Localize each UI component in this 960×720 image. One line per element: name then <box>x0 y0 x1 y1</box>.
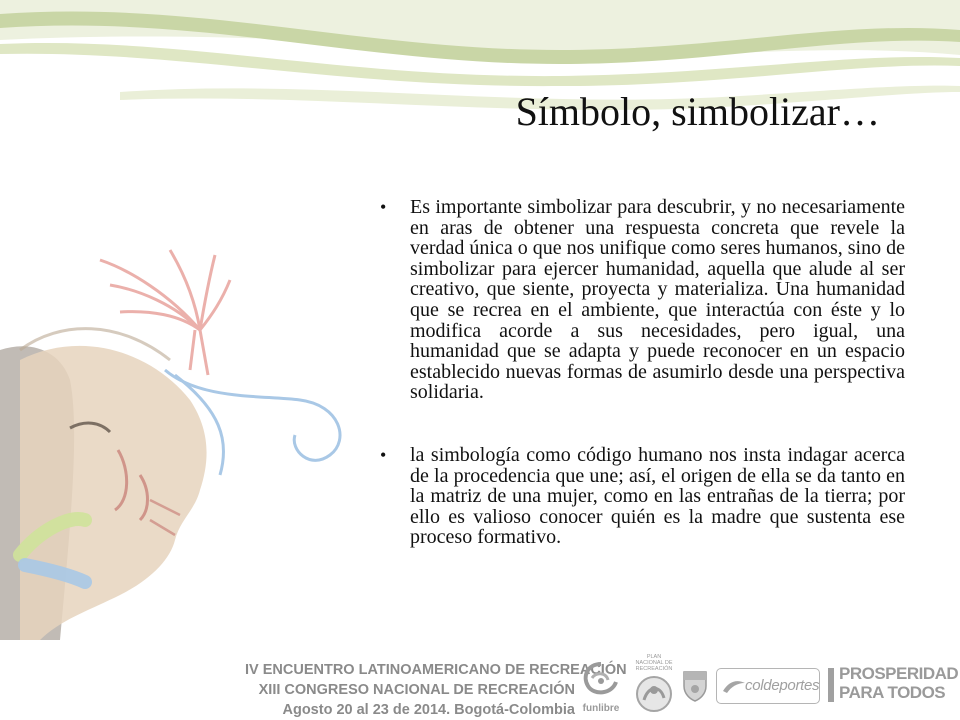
prosperidad-logo-text <box>839 664 958 702</box>
plan-emblem-icon <box>632 672 676 716</box>
shield-icon <box>680 668 710 704</box>
coat-of-arms-logo <box>680 668 710 704</box>
plan-logo-text: PLAN NACIONAL DE RECREACIÓN <box>635 654 673 672</box>
bullet-item <box>380 197 905 403</box>
bullet-text: Es importante simbolizar para descubrir, y no necesariamente en aras de obtener una respuesta concreta que revele la verdad única o que nos unifique como seres humanos, sino de simbolizar para ejercer humanidad, aquella que alude al ser creativo, que siente, proyecta y materializa. Una humanidad que se recrea en el ambiente, que interactúa con éste y lo modifica acorde a sus necesidades, pero igual, una humanidad que se adapta y puede reconocer en un espacio establecido nuevas formas de asumirlo desde una perspectiva solidaria. <box>410 196 905 404</box>
prosperidad-logo <box>828 664 959 710</box>
footer-line: IV ENCUENTRO LATINOAMERICANO DE RECREACIÓN <box>245 662 627 678</box>
indigenous-woman-illustration <box>0 200 380 640</box>
plan-nacional-logo <box>632 654 676 716</box>
funlibre-logo-text: funlibre <box>582 703 620 714</box>
bullet-text: la simbología como código humano nos insta indagar acerca de la procedencia que une; así, el origen de ella se da tanto en la matriz de una mujer, como en las entrañas de la tierra; por ello es valioso conocer quién es la madre que sustenta ese proceso formativo. <box>410 443 905 549</box>
prosperidad-flag-bar <box>828 668 834 702</box>
coldeportes-logo <box>716 668 820 704</box>
slide-title: Símbolo, simbolizar… <box>515 89 880 134</box>
bullet-list <box>380 197 905 548</box>
prosperidad-line-1: PROSPERIDAD <box>839 664 959 683</box>
funlibre-logo <box>578 660 624 716</box>
swoosh-icon <box>721 677 747 697</box>
funlibre-emblem-icon <box>578 660 624 702</box>
prosperidad-line-2: PARA TODOS <box>839 683 946 702</box>
footer-line: XIII CONGRESO NACIONAL DE RECREACIÓN <box>258 682 575 698</box>
coldeportes-logo-text: coldeportes <box>745 677 820 694</box>
bullet-marker: • <box>380 444 387 465</box>
bullet-item <box>380 445 905 548</box>
bullet-marker: • <box>380 197 387 217</box>
footer-line: Agosto 20 al 23 de 2014. Bogotá-Colombia <box>282 702 575 718</box>
